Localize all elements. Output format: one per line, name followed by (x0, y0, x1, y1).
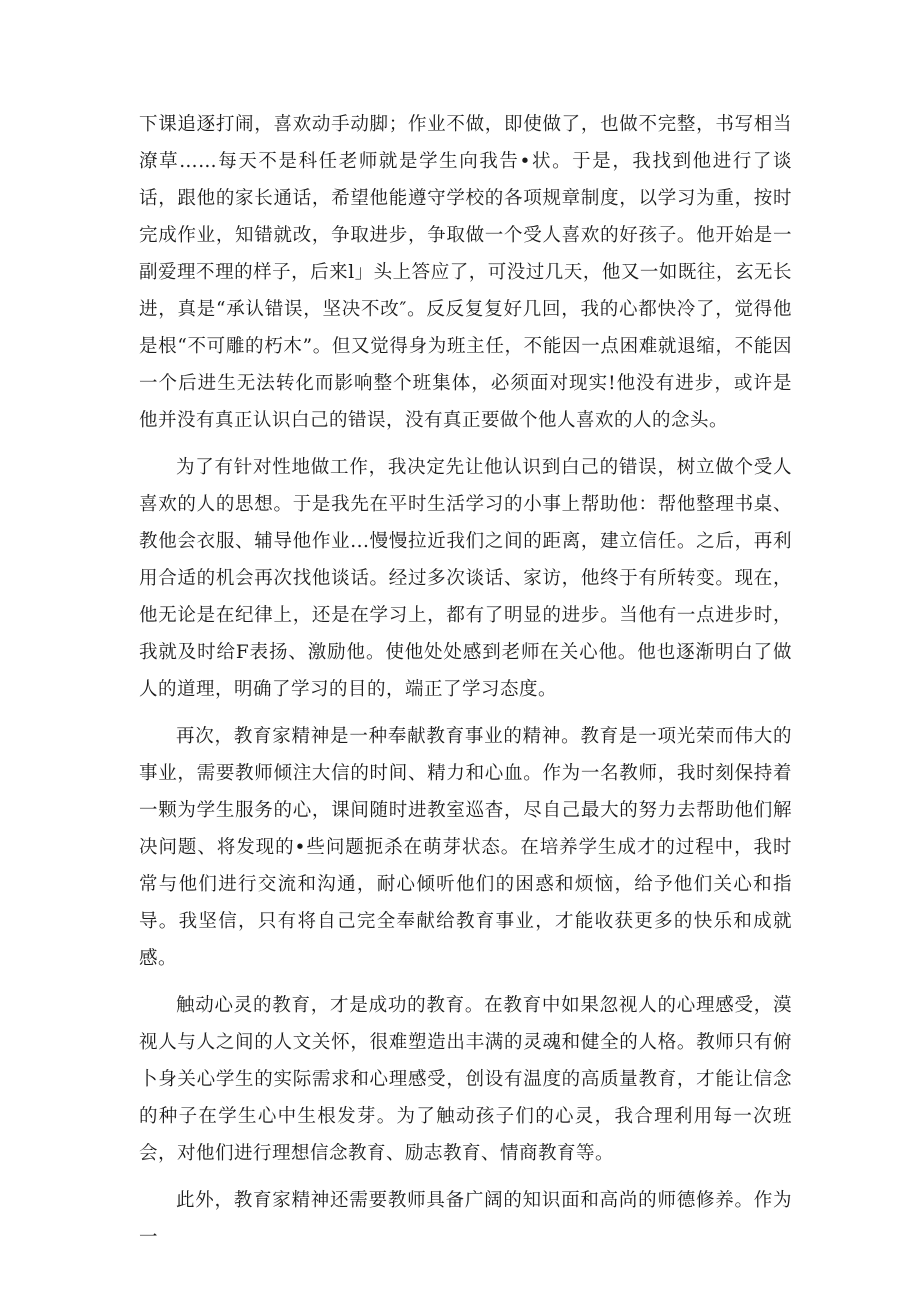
paragraph-knowledge-ethics: 此外，教育家精神还需要教师具备广阔的知识面和高尚的师德修养。作为一 (139, 1190, 792, 1248)
paragraph-targeted-work: 为了有针对性地做工作，我决定先让他认识到白己的错误，树立做个受人喜欢的人的思想。于是我先在平时生活学习的小事上帮助他：帮他整理书桌、教他会衣服、辅导他作业...慢慢拉近我们之间的距离，建立信任。之后，再利用合适的机会再次找他谈话。经过多次谈话、家访，他终于有所转变。现在，他无论是在纪律上，还是在学习上，都有了明显的进步。当他有一点进步时，我就及时给F表扬、激励他。使他处处感到老师在关心他。他也逐渐明白了做人的道理，明确了学习的目的，端正了学习态度。 (139, 457, 792, 700)
paragraph-continuation: 下课追逐打闹，喜欢动手动脚；作业不做，即使做了，也做不完整，书写相当潦草……每天不是科任老师就是学生向我告•状。于是，我找到他进行了谈话，跟他的家长通话，希望他能遵守学校的各项规章制度，以学习为重，按时完成作业，知错就改，争取进步，争取做一个受人喜欢的好孩子。他开始是一副爱理不理的样子，后来l」头上答应了，可没过几天，他又一如既往，玄无长进，真是“承认错误，坚决不改″。反反复复好几回，我的心都快冷了，觉得他是根“不可雕的朽木”。但又觉得身为班主任，不能因一点困难就退缩，不能因一个后进生无法转化而影响整个班集体，必须面对现实!他没有进步，或许是他并没有真正认识白己的错误，没有真正要做个他人喜欢的人的念头。 (139, 114, 792, 431)
document-body (139, 106, 792, 1266)
paragraph-touching-hearts: 触动心灵的教育，才是成功的教育。在教育中如果忽视人的心理感受，漠视人与人之间的人文关怀，很难塑造出丰满的灵魂和健全的人格。教师只有俯卜身关心学生的实际需求和心理感受，创设有温度的高质量教育，才能让信念的种子在学生心中生根发芽。为了触动孩子们的心灵，我合理利用每一次班会，对他们进行理想信念教育、励志教育、情商教育等。 (139, 995, 792, 1164)
paragraph-dedication-spirit: 再次，教育家精神是一种奉献教育事业的精神。教育是一项光荣而伟大的事业，需要教师倾注大信的时间、精力和心血。作为一名教师，我时刻保持着一颗为学生服务的心，课间随时进教室巡杳，尽自己最大的努力去帮助他们解决问题、将发现的•些问题扼杀在萌芽状态。在培养学生成才的过程中，我时常与他们进行交流和沟通，耐心倾听他们的困惑和烦恼，给予他们关心和指导。我坚信，只有将自己完全奉献给教育事业，才能收获更多的快乐和成就感。 (139, 726, 792, 969)
